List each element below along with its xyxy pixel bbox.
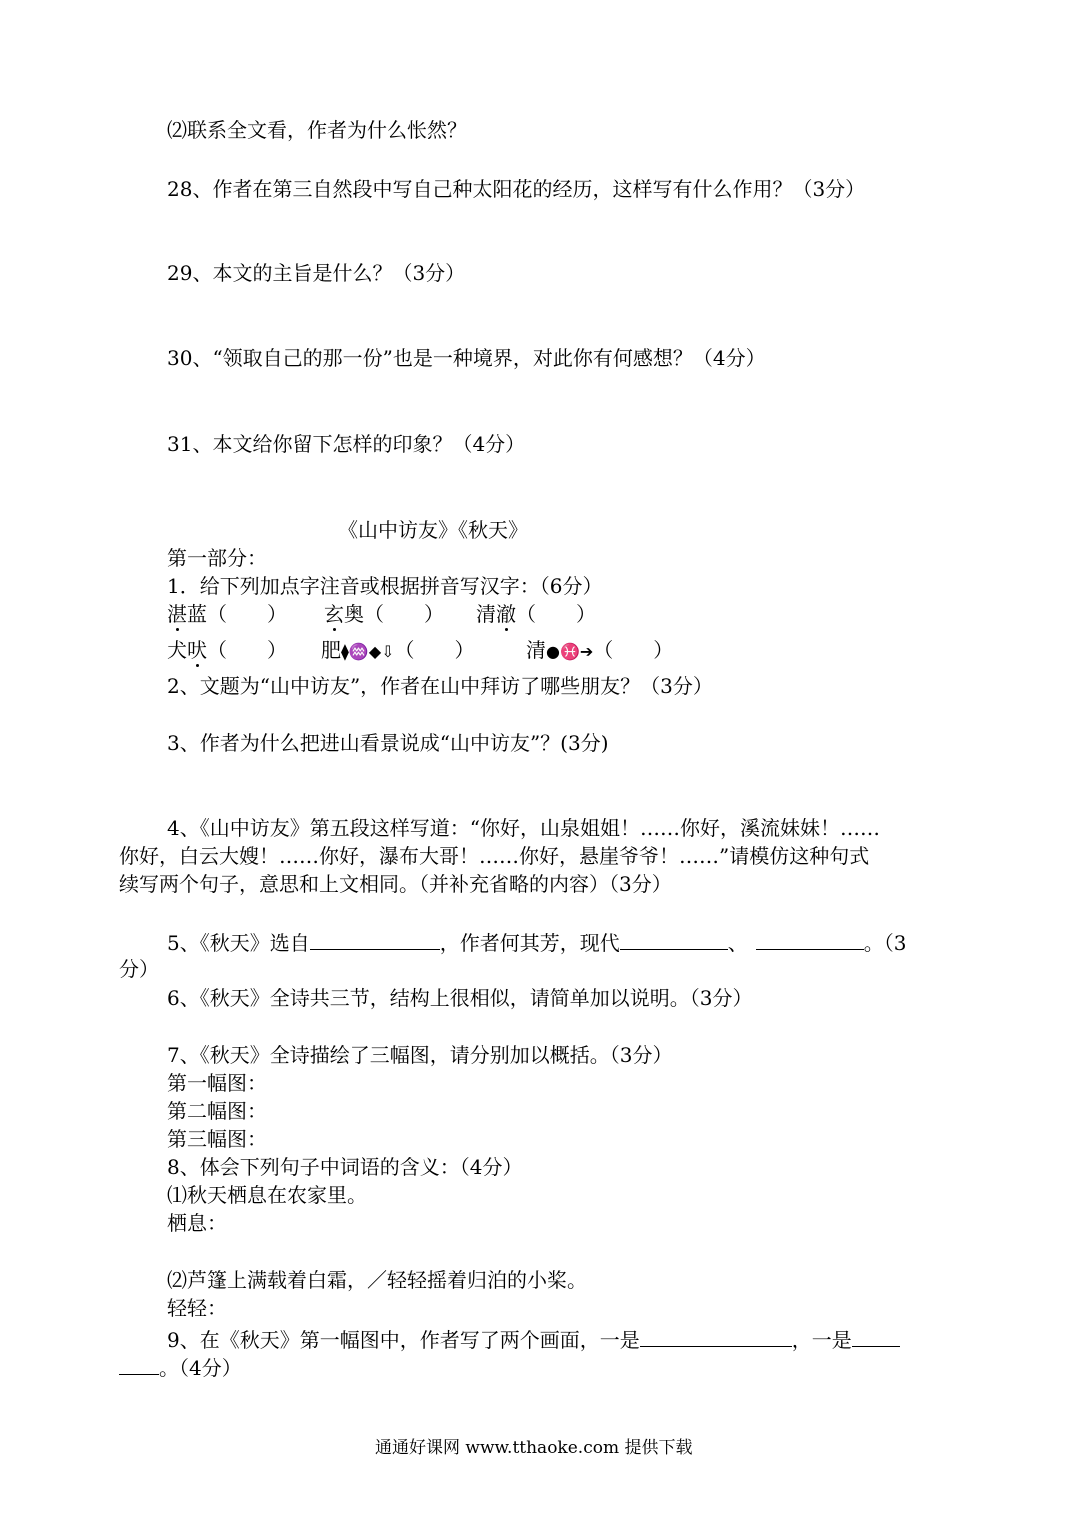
q9-text-c: 。（4分）	[159, 1356, 242, 1380]
q5-text-a: 5、《秋天》选自	[167, 931, 310, 955]
q5-blank-type-2[interactable]	[756, 929, 864, 950]
q1-item-1	[167, 602, 287, 626]
q1-item-3	[476, 602, 596, 626]
q9-text-a: 9、在《秋天》第一幅图中，作者写了两个画面，一是	[167, 1328, 640, 1352]
question-2: 2、文题为“山中访友”，作者在山中拜访了哪些朋友？（3分）	[167, 674, 713, 698]
question-8-word-2: 轻轻：	[167, 1296, 227, 1320]
question-9	[167, 1326, 900, 1352]
q1-item-1-paren: （ ）	[207, 602, 287, 626]
q5-text-c: 、	[727, 931, 748, 955]
q1-item-5-char-a: 肥	[321, 638, 341, 662]
q1-item-6-char-a: 清	[526, 638, 546, 662]
q5-blank-source[interactable]	[310, 929, 440, 950]
question-4-line-3: 续写两个句子，意思和上文相同。（并补充省略的内容）（3分）	[119, 872, 672, 896]
page-footer: 通通好课网 www.tthaoke.com 提供下载	[375, 1438, 693, 1458]
question-8-sentence-2: ⑵芦篷上满载着白霜，／轻轻摇着归泊的小桨。	[167, 1268, 587, 1292]
question-6: 6、《秋天》全诗共三节，结构上很相似，请简单加以说明。（3分）	[167, 986, 753, 1010]
q1-item-3-char-a: 清	[476, 602, 496, 626]
q1-item-2	[324, 602, 444, 626]
question-4-line-2: 你好，白云大嫂！……你好，瀑布大哥！……你好，悬崖爷爷！……”请模仿这种句式	[119, 844, 870, 868]
q1-item-5	[321, 638, 475, 664]
q1-item-4-char-b: 吠	[187, 638, 207, 662]
question-27-sub2: ⑵联系全文看，作者为什么怅然？	[167, 118, 467, 142]
question-4-line-1: 4、《山中访友》第五段这样写道：“你好，山泉姐姐！……你好，溪流妹妹！……	[167, 816, 880, 840]
q1-item-6	[526, 638, 673, 664]
q1-item-1-char-a: 湛	[167, 602, 187, 626]
question-8: 8、体会下列句子中词语的含义：（4分）	[167, 1155, 523, 1179]
q1-item-3-char-b: 澈	[496, 602, 516, 626]
q1-item-4	[167, 638, 287, 662]
q5-text-b: ，作者何其芳，现代	[439, 931, 620, 955]
question-1: 1．给下列加点字注音或根据拼音写汉字：（6分）	[167, 574, 603, 598]
q9-blank-2-start[interactable]	[852, 1326, 900, 1347]
question-29: 29、本文的主旨是什么？（3分）	[167, 261, 466, 285]
question-5	[167, 929, 906, 955]
q1-item-6-pinyin-glyphs: ●♓➔	[546, 642, 594, 661]
q1-item-5-pinyin-glyphs: ⧫♒◆⇩	[341, 642, 395, 661]
question-5-wrap: 分）	[119, 957, 159, 981]
question-7: 7、《秋天》全诗描绘了三幅图，请分别加以概括。（3分）	[167, 1043, 673, 1067]
q1-item-6-paren: （ ）	[593, 638, 674, 662]
question-31: 31、本文给你留下怎样的印象？（4分）	[167, 432, 526, 456]
question-8-word-1: 栖息：	[167, 1211, 227, 1235]
q1-item-3-paren: （ ）	[516, 602, 596, 626]
q1-item-4-char-a: 犬	[167, 638, 187, 662]
question-3: 3、作者为什么把进山看景说成“山中访友”？(3分)	[167, 731, 609, 755]
picture-1-label: 第一幅图：	[167, 1071, 267, 1095]
q5-text-d: 。（3	[863, 931, 907, 955]
q1-item-2-char-b: 奥	[344, 602, 364, 626]
section-title: 《山中访友》《秋天》	[338, 518, 528, 542]
q1-item-2-char-a: 玄	[324, 602, 344, 626]
q9-blank-1[interactable]	[640, 1326, 792, 1347]
question-9-wrap	[119, 1354, 242, 1380]
picture-2-label: 第二幅图：	[167, 1099, 267, 1123]
q1-item-1-char-b: 蓝	[187, 602, 207, 626]
question-28: 28、作者在第三自然段中写自己种太阳花的经历，这样写有什么作用？（3分）	[167, 177, 866, 201]
q9-text-b: ，一是	[791, 1328, 852, 1352]
question-30: 30、“领取自己的那一份”也是一种境界，对此你有何感想？（4分）	[167, 346, 766, 370]
q9-blank-2-end[interactable]	[119, 1354, 159, 1375]
question-8-sentence-1: ⑴秋天栖息在农家里。	[167, 1183, 367, 1207]
picture-3-label: 第三幅图：	[167, 1127, 267, 1151]
part-one-label: 第一部分：	[167, 546, 267, 570]
q1-item-2-paren: （ ）	[364, 602, 444, 626]
q5-blank-type-1[interactable]	[620, 929, 728, 950]
q1-item-4-paren: （ ）	[207, 638, 287, 662]
q1-item-5-paren: （ ）	[394, 638, 475, 662]
